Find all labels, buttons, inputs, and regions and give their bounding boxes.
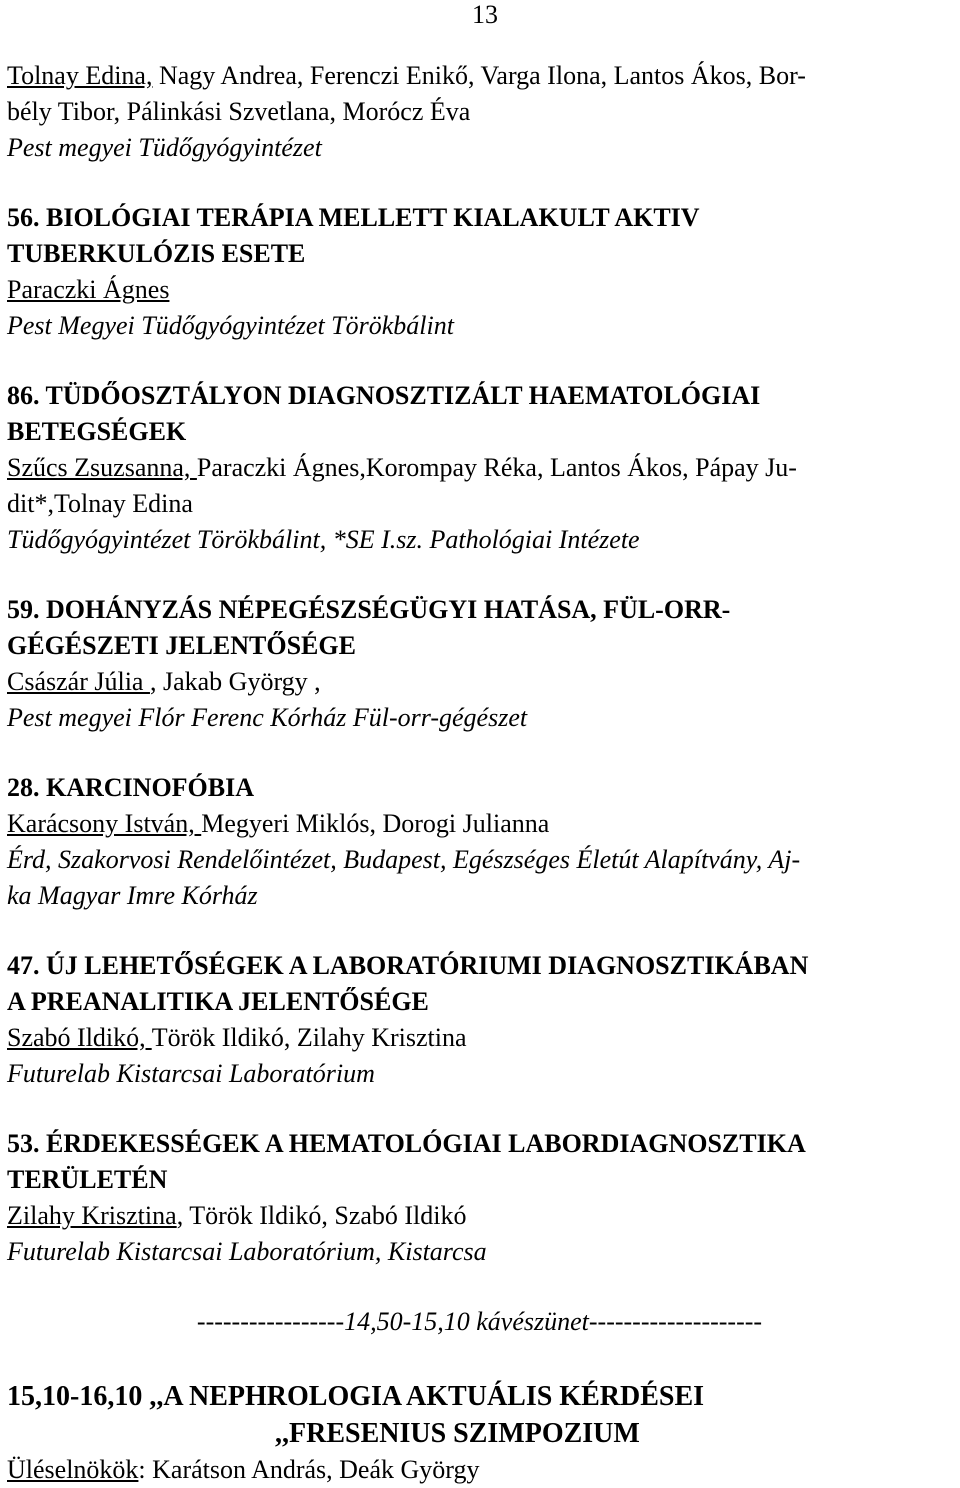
- presenting-author: Zilahy Krisztina: [7, 1201, 177, 1230]
- institution: Tüdőgyógyintézet Törökbálint, *SE I.sz. Pathológiai Intézete: [7, 525, 640, 554]
- page-number: 13: [472, 0, 498, 29]
- session-chairs: [7, 1452, 952, 1488]
- institution: Pest Megyei Tüdőgyógyintézet Törökbálint: [7, 311, 454, 340]
- authors-line: [7, 450, 952, 486]
- abstract-title: A PREANALITIKA JELENTŐSÉGE: [7, 987, 429, 1016]
- co-authors: , Jakab György ,: [149, 667, 321, 696]
- abstract-title: 53. ÉRDEKESSÉGEK A HEMATOLÓGIAI LABORDIAGNOSZTIKA: [7, 1129, 806, 1158]
- institution: ka Magyar Imre Kórház: [7, 881, 258, 910]
- co-authors: Török Ildikó, Zilahy Krisztina: [151, 1023, 467, 1052]
- abstract-entry: [7, 378, 952, 558]
- abstract-list: [7, 200, 952, 1270]
- session-title: 15,10-16,10 ,,A NEPHROLOGIA AKTUÁLIS KÉRDÉSEI: [7, 1381, 705, 1412]
- institution: Futurelab Kistarcsai Laboratórium, Kistarcsa: [7, 1237, 487, 1266]
- institution: Pest megyei Flór Ferenc Kórház Fül-orr-gégészet: [7, 703, 528, 732]
- authors-line: [7, 664, 952, 700]
- institution: Futurelab Kistarcsai Laboratórium: [7, 1059, 375, 1088]
- co-authors: , Török Ildikó, Szabó Ildikó: [176, 1201, 467, 1230]
- presenting-author: Szabó Ildikó,: [7, 1023, 152, 1052]
- co-authors: Nagy Andrea, Ferenczi Enikő, Varga Ilona, Lantos Ákos, Bor-: [152, 61, 806, 90]
- authors-line: [7, 272, 952, 308]
- presenting-author: Szűcs Zsuzsanna,: [7, 453, 197, 482]
- abstract-title: TUBERKULÓZIS ESETE: [7, 239, 306, 268]
- abstract-entry: [7, 200, 952, 344]
- abstract-entry: [7, 1126, 952, 1270]
- abstract-title: 59. DOHÁNYZÁS NÉPEGÉSZSÉGÜGYI HATÁSA, FÜL-ORR-: [7, 595, 731, 624]
- session-title-cont: ,,FRESENIUS SZIMPOZIUM: [275, 1418, 640, 1449]
- co-authors: Paraczki Ágnes,Korompay Réka, Lantos Ákos, Pápay Ju-: [196, 453, 797, 482]
- authors-line: [7, 1020, 952, 1056]
- chairs-names: : Karátson András, Deák György: [138, 1455, 480, 1484]
- program-page: [7, 58, 952, 1488]
- institution: Pest megyei Tüdőgyógyintézet: [7, 133, 322, 162]
- authors-line: bély Tibor, Pálinkási Szvetlana, Morócz Éva: [7, 97, 471, 126]
- abstract-title: GÉGÉSZETI JELENTŐSÉGE: [7, 631, 356, 660]
- chairs-label: Üléselnökök: [7, 1455, 139, 1484]
- abstract-entry: [7, 770, 952, 914]
- abstract-title: 86. TÜDŐOSZTÁLYON DIAGNOSZTIZÁLT HAEMATOLÓGIAI: [7, 381, 761, 410]
- abstract-title: 28. KARCINOFÓBIA: [7, 773, 255, 802]
- authors-line: dit*,Tolnay Edina: [7, 489, 193, 518]
- abstract-title: TERÜLETÉN: [7, 1165, 168, 1194]
- session-header: [7, 1378, 952, 1488]
- institution: Érd, Szakorvosi Rendelőintézet, Budapest, Egészséges Életút Alapítvány, Aj-: [7, 845, 801, 874]
- abstract-title: 47. ÚJ LEHETŐSÉGEK A LABORATÓRIUMI DIAGNOSZTIKÁBAN: [7, 951, 809, 980]
- authors-line: [7, 58, 952, 94]
- co-authors: Megyeri Miklós, Dorogi Julianna: [201, 809, 550, 838]
- abstract-entry-continued: [7, 58, 952, 166]
- authors-line: [7, 806, 952, 842]
- abstract-entry: [7, 592, 952, 736]
- abstract-title: 56. BIOLÓGIAI TERÁPIA MELLETT KIALAKULT AKTIV: [7, 203, 700, 232]
- abstract-entry: [7, 948, 952, 1092]
- authors-line: [7, 1198, 952, 1234]
- presenting-author: Karácsony István,: [7, 809, 202, 838]
- abstract-title: BETEGSÉGEK: [7, 417, 187, 446]
- coffee-break-line: -----------------14,50-15,10 kávészünet--------------------: [196, 1307, 763, 1336]
- presenting-author: Tolnay Edina,: [7, 61, 153, 90]
- presenting-author: Császár Júlia: [7, 667, 150, 696]
- presenting-author: Paraczki Ágnes: [7, 275, 170, 304]
